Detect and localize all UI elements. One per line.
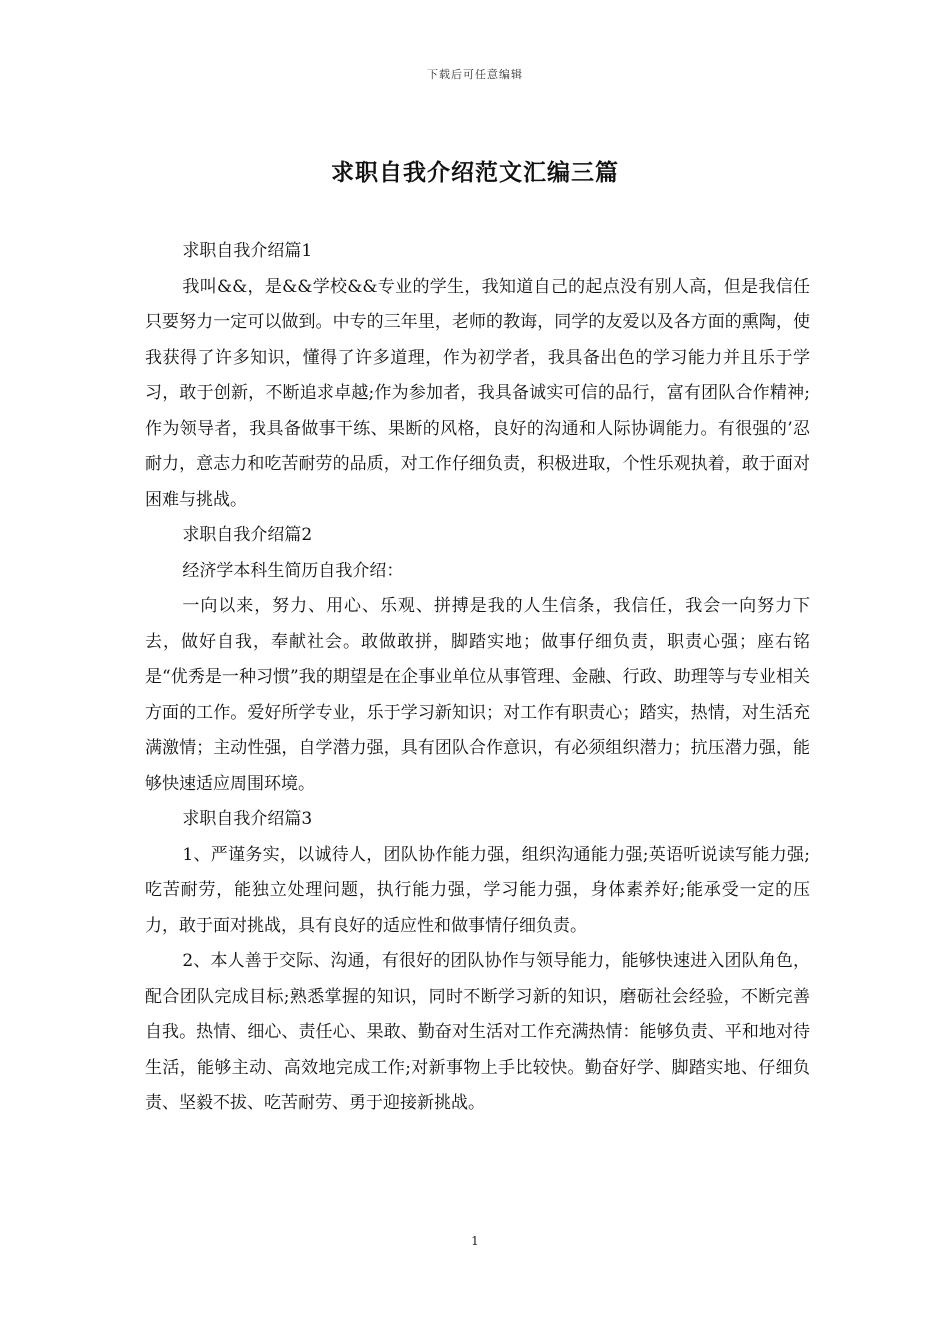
section-heading: 求职自我介绍篇3 — [182, 809, 313, 829]
paragraph: 2、本人善于交际、沟通，有很好的团队协作与领导能力，能够快速进入团队角色，配合团队完成目标;熟悉掌握的知识，同时不断学习新的知识，磨砺社会经验，不断完善自我。热情、细心、责任心、果敢、勤奋对生活对工作充满热情：能够负责、平和地对待生活，能够主动、高效地完成工作;对新事物上手比较快。勤奋好学、脚踏实地、仔细负责、坚毅不拔、吃苦耐劳、勇于迎接新挑战。 — [145, 951, 810, 1113]
document-body — [145, 234, 810, 1122]
section-heading: 求职自我介绍篇1 — [182, 241, 313, 261]
document-title: 求职自我介绍范文汇编三篇 — [331, 159, 619, 186]
paragraph: 我叫&&，是&&学校&&专业的学生，我知道自己的起点没有别人高，但是我信任只要努力一定可以做到。中专的三年里，老师的教诲，同学的友爱以及各方面的熏陶，使我获得了许多知识，懂得了许多道理，作为初学者，我具备出色的学习能力并且乐于学习，敢于创新，不断追求卓越;作为参加者，我具备诚实可信的品行，富有团队合作精神;作为领导者，我具备做事干练、果断的风格，良好的沟通和人际协调能力。有很强的’忍耐力，意志力和吃苦耐劳的品质，对工作仔细负责，积极进取，个性乐观执着，敢于面对困难与挑战。 — [145, 276, 810, 510]
subheading: 经济学本科生简历自我介绍： — [182, 560, 404, 581]
page-number: 1 — [471, 1234, 479, 1248]
paragraph: 1、严谨务实，以诚待人，团队协作能力强，组织沟通能力强;英语听说读写能力强;吃苦耐劳，能独立处理问题，执行能力强，学习能力强，身体素养好;能承受一定的压力，敢于面对挑战，具有良好的适应性和做事情仔细负责。 — [145, 844, 810, 936]
section-heading: 求职自我介绍篇2 — [182, 525, 313, 545]
header-note: 下载后可任意编辑 — [427, 68, 523, 81]
paragraph: 一向以来，努力、用心、乐观、拼搏是我的人生信条，我信任，我会一向努力下去，做好自我，奉献社会。敢做敢拼，脚踏实地；做事仔细负责，职责心强；座右铭是“优秀是一种习惯”我的期望是在企事业单位从事管理、金融、行政、助理等与专业相关方面的工作。爱好所学专业，乐于学习新知识；对工作有职责心；踏实，热情，对生活充满激情；主动性强，自学潜力强，具有团队合作意识，有必须组织潜力；抗压潜力强，能够快速适应周围环境。 — [145, 596, 810, 794]
